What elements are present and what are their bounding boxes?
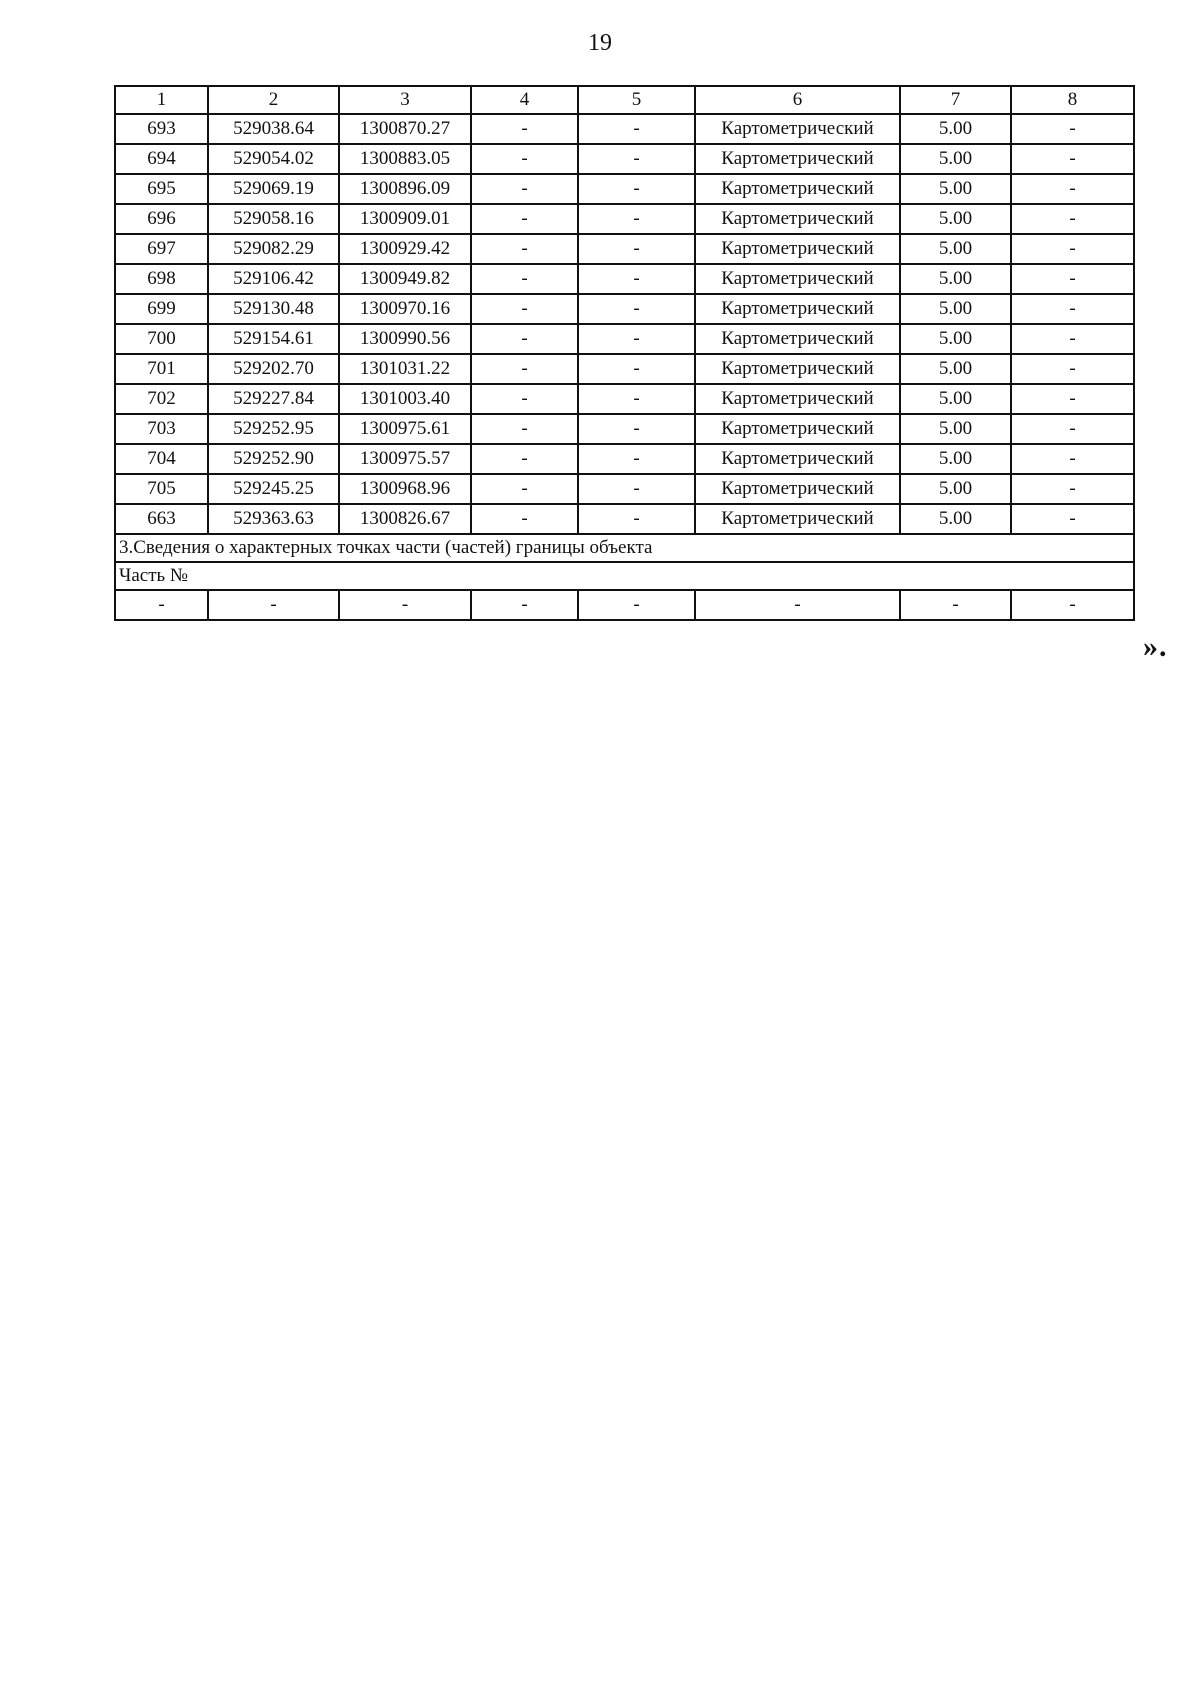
table-cell: - (695, 590, 900, 620)
table-cell: - (471, 474, 578, 504)
table-cell: - (1011, 204, 1134, 234)
table-cell: - (471, 414, 578, 444)
section-title-row (115, 534, 1134, 562)
table-cell: 5.00 (900, 264, 1011, 294)
table-row (115, 144, 1134, 174)
table-cell: 698 (115, 264, 208, 294)
table-cell: 1300870.27 (339, 114, 471, 144)
table-cell: Картометрический (695, 474, 900, 504)
table-cell: - (471, 590, 578, 620)
table-cell: Картометрический (695, 354, 900, 384)
table-cell: 703 (115, 414, 208, 444)
table-cell: - (578, 444, 695, 474)
table-cell: 529106.42 (208, 264, 339, 294)
table-cell: Картометрический (695, 414, 900, 444)
table-row (115, 384, 1134, 414)
table-cell: 1300990.56 (339, 324, 471, 354)
table-cell: - (471, 174, 578, 204)
column-header: 3 (339, 86, 471, 114)
table-cell: - (578, 324, 695, 354)
table-cell: Картометрический (695, 324, 900, 354)
table-cell: - (115, 590, 208, 620)
part-data-row (115, 590, 1134, 620)
section-title: 3.Сведения о характерных точках части (частей) границы объекта (115, 534, 1134, 562)
table-cell: - (578, 474, 695, 504)
table-cell: 1300975.57 (339, 444, 471, 474)
table-cell: Картометрический (695, 114, 900, 144)
table-cell: - (1011, 414, 1134, 444)
table-cell: 1300909.01 (339, 204, 471, 234)
table-cell: 694 (115, 144, 208, 174)
table-cell: Картометрический (695, 144, 900, 174)
table-cell: - (1011, 354, 1134, 384)
table-cell: - (471, 324, 578, 354)
table-cell: - (208, 590, 339, 620)
table-cell: - (339, 590, 471, 620)
table-cell: 529245.25 (208, 474, 339, 504)
table-cell: - (578, 384, 695, 414)
table-cell: 1301031.22 (339, 354, 471, 384)
table-cell: - (471, 204, 578, 234)
table-cell: Картометрический (695, 234, 900, 264)
table-cell: 5.00 (900, 144, 1011, 174)
table-cell: 5.00 (900, 204, 1011, 234)
table-cell: 529202.70 (208, 354, 339, 384)
table-cell: - (471, 144, 578, 174)
table-row (115, 324, 1134, 354)
table-cell: - (1011, 474, 1134, 504)
table-cell: 529252.95 (208, 414, 339, 444)
table-cell: Картометрический (695, 174, 900, 204)
table-cell: - (578, 354, 695, 384)
table-cell: 5.00 (900, 384, 1011, 414)
table-cell: 693 (115, 114, 208, 144)
table-cell: 5.00 (900, 504, 1011, 534)
table-cell: - (471, 294, 578, 324)
table-cell: 5.00 (900, 294, 1011, 324)
table-cell: 5.00 (900, 444, 1011, 474)
table-cell: - (1011, 294, 1134, 324)
table-cell: - (578, 174, 695, 204)
table-cell: 1300949.82 (339, 264, 471, 294)
table-cell: 705 (115, 474, 208, 504)
table-row (115, 114, 1134, 144)
table-cell: Картометрический (695, 384, 900, 414)
table-cell: 1300929.42 (339, 234, 471, 264)
table-cell: 529082.29 (208, 234, 339, 264)
table-cell: 529363.63 (208, 504, 339, 534)
table-cell: - (1011, 234, 1134, 264)
table-cell: 1300968.96 (339, 474, 471, 504)
table-cell: 704 (115, 444, 208, 474)
column-header: 8 (1011, 86, 1134, 114)
table-cell: - (471, 354, 578, 384)
table-cell: 663 (115, 504, 208, 534)
table-cell: 5.00 (900, 324, 1011, 354)
table-row (115, 174, 1134, 204)
table-cell: 697 (115, 234, 208, 264)
table-cell: 529054.02 (208, 144, 339, 174)
table-cell: 699 (115, 294, 208, 324)
table-cell: 529069.19 (208, 174, 339, 204)
table-cell: 5.00 (900, 414, 1011, 444)
table-cell: Картометрический (695, 264, 900, 294)
table-cell: 696 (115, 204, 208, 234)
part-label: Часть № (115, 562, 1134, 590)
table-row (115, 504, 1134, 534)
table-cell: - (471, 384, 578, 414)
table-cell: 1300883.05 (339, 144, 471, 174)
table-body (115, 86, 1134, 620)
table-cell: 529252.90 (208, 444, 339, 474)
table-cell: Картометрический (695, 504, 900, 534)
table-cell: 529227.84 (208, 384, 339, 414)
table-cell: - (471, 114, 578, 144)
table-cell: 529130.48 (208, 294, 339, 324)
table-cell: 529154.61 (208, 324, 339, 354)
table-cell: 695 (115, 174, 208, 204)
table-cell: 529038.64 (208, 114, 339, 144)
table-cell: - (1011, 444, 1134, 474)
table-cell: Картометрический (695, 444, 900, 474)
table-cell: - (1011, 504, 1134, 534)
table-cell: 5.00 (900, 234, 1011, 264)
table-cell: 1300975.61 (339, 414, 471, 444)
table-cell: 5.00 (900, 114, 1011, 144)
part-label-row (115, 562, 1134, 590)
table-row (115, 294, 1134, 324)
column-header: 6 (695, 86, 900, 114)
table-row (115, 264, 1134, 294)
column-header: 2 (208, 86, 339, 114)
table-cell: - (1011, 174, 1134, 204)
table-cell: - (1011, 114, 1134, 144)
table-row (115, 354, 1134, 384)
table-cell: - (578, 414, 695, 444)
table-row (115, 204, 1134, 234)
table-cell: - (471, 234, 578, 264)
column-header-row (115, 86, 1134, 114)
table-cell: - (900, 590, 1011, 620)
column-header: 7 (900, 86, 1011, 114)
table-cell: 1301003.40 (339, 384, 471, 414)
table-cell: - (471, 264, 578, 294)
table-cell: - (578, 114, 695, 144)
table-cell: 1300826.67 (339, 504, 471, 534)
table-cell: - (1011, 324, 1134, 354)
table-cell: - (1011, 264, 1134, 294)
column-header: 5 (578, 86, 695, 114)
table-cell: - (578, 264, 695, 294)
closing-quote-mark: ». (1143, 630, 1168, 663)
table-cell: 5.00 (900, 474, 1011, 504)
column-header: 1 (115, 86, 208, 114)
column-header: 4 (471, 86, 578, 114)
table-cell: - (1011, 144, 1134, 174)
table-row (115, 444, 1134, 474)
table-cell: - (578, 204, 695, 234)
table-cell: Картометрический (695, 204, 900, 234)
table-cell: 529058.16 (208, 204, 339, 234)
table-cell: 702 (115, 384, 208, 414)
table-cell: - (471, 444, 578, 474)
table-cell: - (578, 234, 695, 264)
table-cell: 700 (115, 324, 208, 354)
table-cell: 701 (115, 354, 208, 384)
table-cell: - (471, 504, 578, 534)
boundary-points-table (114, 85, 1135, 621)
table-cell: - (1011, 590, 1134, 620)
table-row (115, 234, 1134, 264)
page-number: 19 (588, 30, 612, 56)
table-cell: 5.00 (900, 174, 1011, 204)
table-row (115, 474, 1134, 504)
table-cell: 1300896.09 (339, 174, 471, 204)
table-cell: 5.00 (900, 354, 1011, 384)
table-row (115, 414, 1134, 444)
table-cell: - (578, 294, 695, 324)
table-cell: - (578, 144, 695, 174)
table-cell: 1300970.16 (339, 294, 471, 324)
table-cell: - (578, 504, 695, 534)
table-cell: - (1011, 384, 1134, 414)
table-cell: - (578, 590, 695, 620)
table-cell: Картометрический (695, 294, 900, 324)
